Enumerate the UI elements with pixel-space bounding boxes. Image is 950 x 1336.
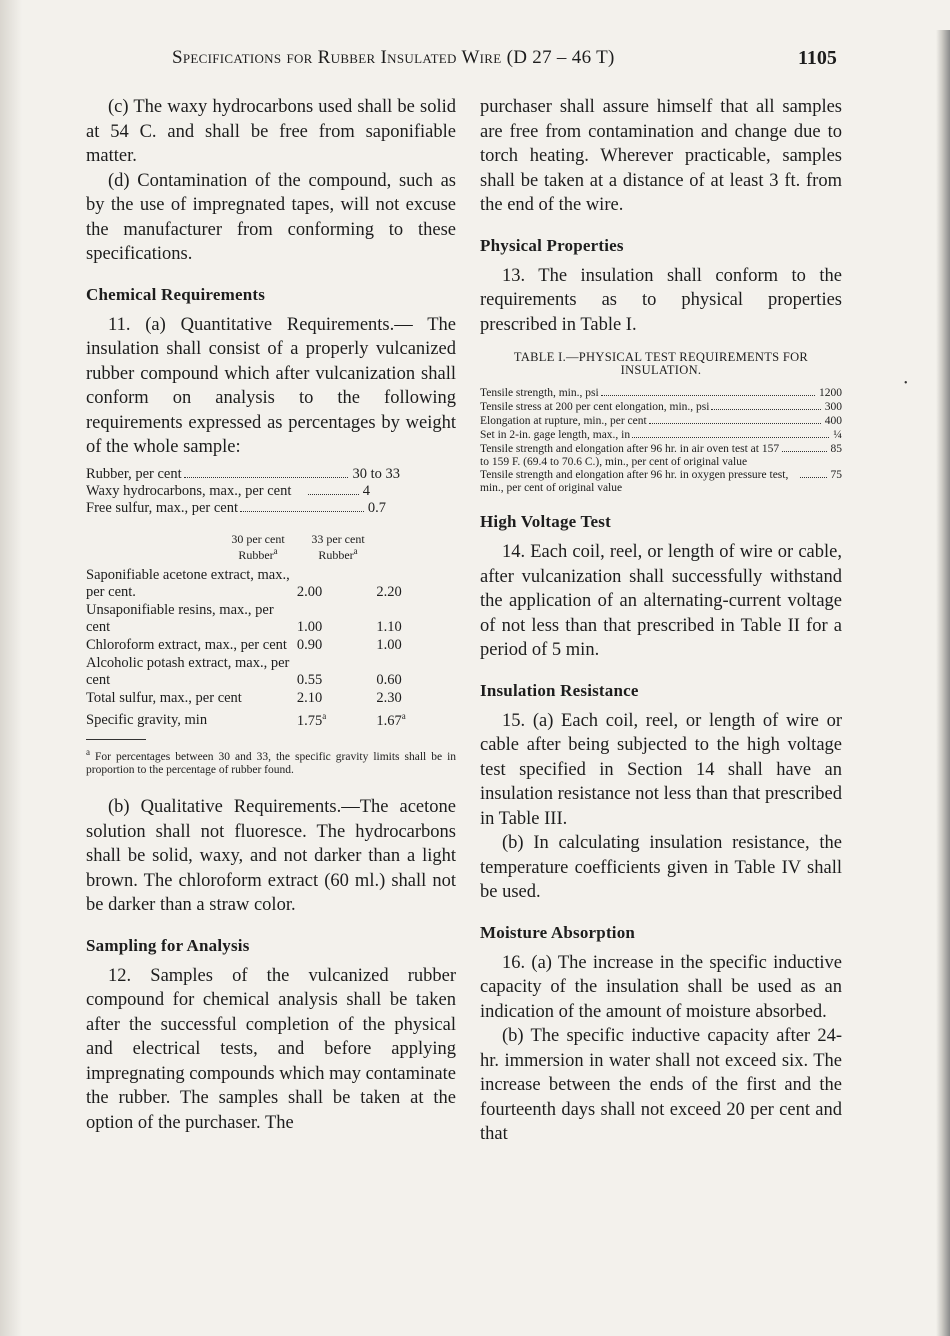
paragraph-11a: 11. (a) Quantitative Requirements.— The insulation shall consist of a properly vulcanized rubber compound which after vulcanization shall conform on analysis to the following requirements expressed as percentages by weight of the whole sample:: [86, 314, 456, 457]
table-row: Tensile strength and elongation after 96 hr. in air oven test at 157 to 159 F. (69.4 to 70.6 C.), min., per cent of original value 85: [480, 443, 842, 468]
quant-item: Waxy hydrocarbons, max., per cent 4: [86, 482, 370, 499]
paragraph-10d: (d) Contamination of the compound, such as by the use of impregnated tapes, will not excuse the manufacturer from conforming to these specifications.: [86, 170, 456, 264]
table-row: Alcoholic potash extract, max., per cent 0.55 0.60: [86, 654, 402, 688]
paragraph-11b: (b) Qualitative Requirements.—The acetone solution shall not fluoresce. The hydrocarbons shall be solid, waxy, and not darker than a light brown. The chloroform extract (60 ml.) shall not be darker than a straw color.: [86, 797, 456, 916]
column-header-30: 30 per cent Rubber$^a$: [231, 531, 285, 562]
margin-dot: •: [904, 378, 908, 389]
page-edge-left: [0, 0, 22, 1336]
table-row: Tensile strength and elongation after 96 hr. in oxygen pressure test, min., per cent of original value 75: [480, 469, 842, 494]
table-row: Total sulfur, max., per cent 2.10 2.30: [86, 689, 402, 706]
page-edge-right: [936, 30, 950, 1336]
footnote-rule: [86, 739, 146, 740]
table-1-title: TABLE I.—PHYSICAL TEST REQUIREMENTS FOR INSULATION.: [513, 350, 809, 377]
table-row: Tensile stress at 200 per cent elongation, min., psi 300: [480, 401, 842, 413]
running-head-title: Specifications for Rubber Insulated Wire (D 27 – 46 T): [172, 47, 615, 68]
footnote: $^a$ For percentages between 30 and 33, the specific gravity limits shall be in proportion to the percentage of rubber found.: [86, 747, 457, 777]
paragraph-15a: 15. (a) Each coil, reel, or length of wire or cable after being subjected to the high voltage test specified in Section 14 shall have an insulation resistance not less than that prescribed in Table III.: [480, 710, 842, 829]
page-number: 1105: [798, 47, 837, 69]
table-row: Unsaponifiable resins, max., per cent 1.00 1.10: [86, 601, 402, 635]
running-head: [172, 47, 850, 69]
table-1: [480, 387, 842, 494]
heading-moisture-absorption: Moisture Absorption: [480, 922, 636, 942]
paragraph-15b: (b) In calculating insulation resistance, the temperature coefficients given in Table IV shall be used.: [480, 833, 842, 902]
quant-item: Free sulfur, max., per cent 0.7: [86, 499, 386, 516]
paragraph-16a: 16. (a) The increase in the specific inductive capacity of the insulation shall be used as an indication of the amount of moisture absorbed.: [480, 952, 842, 1022]
paragraph-12-continued: purchaser shall assure himself that all samples are free from contamination and change due to torch heating. Wherever practicable, samples shall be taken at a distance of at least 3 ft. from the end of the wire.: [480, 97, 842, 215]
column-header-33: 33 per cent Rubber$^a$: [311, 531, 365, 562]
table-row: Specific gravity, min 1.75$^a$ 1.67$^a$: [86, 710, 406, 729]
paragraph-14: 14. Each coil, reel, or length of wire or cable, after vulcanization shall successfully withstand the application of an alternating-current voltage of not less than that prescribed in Table II for a period of 5 min.: [480, 542, 842, 660]
paragraph-13: 13. The insulation shall conform to the requirements as to physical properties prescribed in Table I.: [480, 265, 842, 335]
composition-table-header: [86, 533, 456, 561]
paragraph-10c: (c) The waxy hydrocarbons used shall be solid at 54 C. and shall be free from saponifiable matter.: [86, 97, 456, 166]
paragraph-16b: (b) The specific inductive capacity after 24-hr. immersion in water shall not exceed six. The increase between the ends of the first and the fourteenth days shall not exceed 20 per cent and that: [480, 1026, 842, 1144]
heading-chemical-requirements: Chemical Requirements: [86, 284, 266, 304]
quant-item: Rubber, per cent 30 to 33: [86, 465, 400, 482]
heading-physical-properties: Physical Properties: [480, 235, 624, 255]
heading-sampling: Sampling for Analysis: [86, 935, 250, 955]
heading-high-voltage: High Voltage Test: [480, 512, 611, 531]
composition-table: [86, 533, 456, 730]
table-row: Elongation at rupture, min., per cent 400: [480, 415, 842, 427]
paragraph-12: 12. Samples of the vulcanized rubber compound for chemical analysis shall be taken after the successful completion of the physical and electrical tests, and before applying impregnating compounds which may contaminate the rubber. The samples shall be taken at the option of the purchaser. The: [86, 965, 456, 1133]
left-column: [86, 95, 456, 1135]
heading-insulation-resistance: Insulation Resistance: [480, 680, 639, 700]
table-row: Set in 2-in. gage length, max., in ¼: [480, 429, 842, 441]
right-column: [480, 95, 842, 1147]
quantitative-list: [86, 466, 456, 517]
table-row: Tensile strength, min., psi 1200: [480, 387, 842, 399]
table-row: Chloroform extract, max., per cent 0.90 1.00: [86, 636, 402, 653]
table-row: Saponifiable acetone extract, max., per cent. 2.00 2.20: [86, 566, 402, 600]
